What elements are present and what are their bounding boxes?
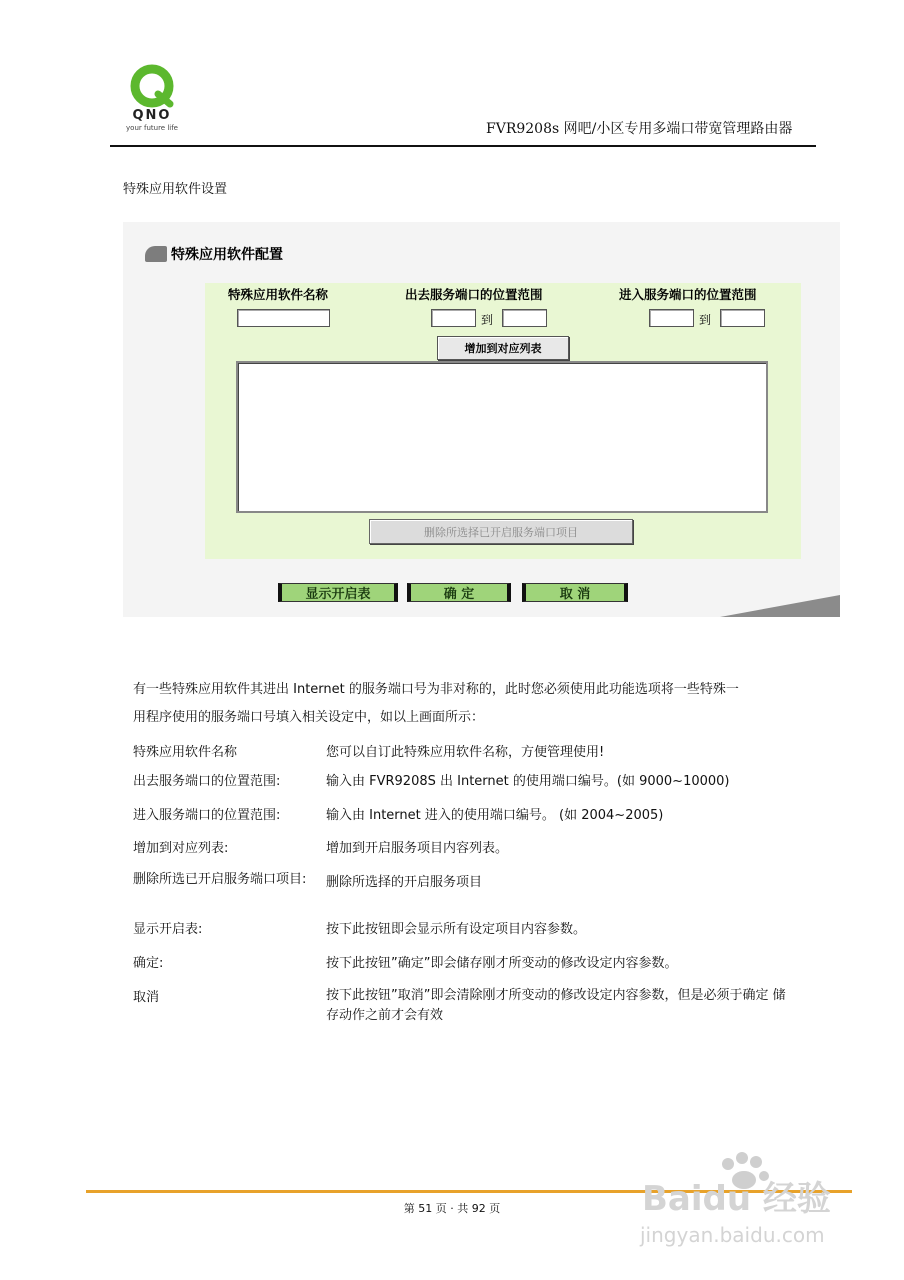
- add-to-list-button[interactable]: 增加到对应列表: [437, 336, 569, 360]
- app-name-input[interactable]: [237, 309, 330, 327]
- incoming-port-start-input[interactable]: [649, 309, 694, 327]
- ok-button[interactable]: 确 定: [407, 583, 511, 602]
- row-desc: 输入由 Internet 进入的使用端口编号。 (如 2004~2005): [326, 808, 664, 823]
- column-header-outgoing-range: 出去服务端口的位置范围: [405, 287, 543, 302]
- outgoing-port-start-input[interactable]: [431, 309, 476, 327]
- watermark-url: jingyan.baidu.com: [640, 1223, 825, 1247]
- folder-tab-icon: [145, 246, 167, 262]
- panel-header: [145, 244, 283, 264]
- section-title: 特殊应用软件设置: [123, 182, 228, 197]
- page-number: 第 51 页 · 共 92 页: [403, 1202, 501, 1215]
- logo-wordmark: QNO: [132, 108, 172, 123]
- row-label: 特殊应用软件名称: [133, 745, 238, 760]
- qno-logo: [112, 64, 192, 134]
- row-desc: 按下此按钮”取消”即会清除刚才所变动的修改设定内容参数，但是必须于确定 储存动作之前才会有效: [326, 988, 786, 1023]
- header-divider: [110, 145, 816, 147]
- row-label: 显示开启表:: [133, 922, 203, 937]
- row-label: 增加到对应列表:: [133, 841, 229, 856]
- row-label: 确定:: [133, 956, 164, 971]
- column-header-incoming-range: 进入服务端口的位置范围: [619, 287, 757, 302]
- decorative-wedge: [720, 595, 840, 617]
- row-desc: 增加到开启服务项目内容列表。: [326, 841, 509, 856]
- row-desc: 按下此按钮即会显示所有设定项目内容参数。: [326, 922, 587, 937]
- row-label: 删除所选已开启服务端口项目:: [133, 872, 307, 887]
- row-label: 出去服务端口的位置范围:: [133, 774, 281, 789]
- service-list-box[interactable]: [236, 361, 768, 513]
- delete-selected-button[interactable]: 删除所选择已开启服务端口项目: [369, 519, 633, 544]
- intro-line-1: 有一些特殊应用软件其进出 Internet 的服务端口号为非对称的，此时您必须使用此功能选项将一些特殊一: [133, 682, 739, 697]
- logo-tagline: your future life: [126, 124, 178, 132]
- row-label: 进入服务端口的位置范围:: [133, 808, 281, 823]
- row-desc: 删除所选择的开启服务项目: [326, 875, 483, 890]
- watermark-brand: Baidu 经验: [642, 1179, 831, 1219]
- cancel-button[interactable]: 取 消: [522, 583, 628, 602]
- config-screenshot: [123, 222, 840, 617]
- baidu-watermark: [636, 1150, 856, 1250]
- row-desc: 按下此按钮”确定”即会储存刚才所变动的修改设定内容参数。: [326, 956, 678, 971]
- incoming-to-label: 到: [699, 313, 712, 327]
- row-desc: 您可以自订此特殊应用软件名称，方便管理使用!: [326, 745, 605, 760]
- intro-line-2: 用程序使用的服务端口号填入相关设定中，如以上画面所示：: [133, 710, 485, 725]
- row-desc: 输入由 FVR9208S 出 Internet 的使用端口编号。(如 9000~10000): [326, 774, 730, 789]
- outgoing-port-end-input[interactable]: [502, 309, 547, 327]
- row-label: 取消: [133, 990, 160, 1005]
- outgoing-to-label: 到: [481, 313, 494, 327]
- config-form: [205, 283, 801, 559]
- column-header-app-name: 特殊应用软件名称: [228, 287, 329, 302]
- incoming-port-end-input[interactable]: [720, 309, 765, 327]
- show-table-button[interactable]: 显示开启表: [278, 583, 398, 602]
- panel-title: 特殊应用软件配置: [171, 247, 283, 263]
- document-header-title: FVR9208s 网吧/小区专用多端口带宽管理路由器: [486, 121, 793, 137]
